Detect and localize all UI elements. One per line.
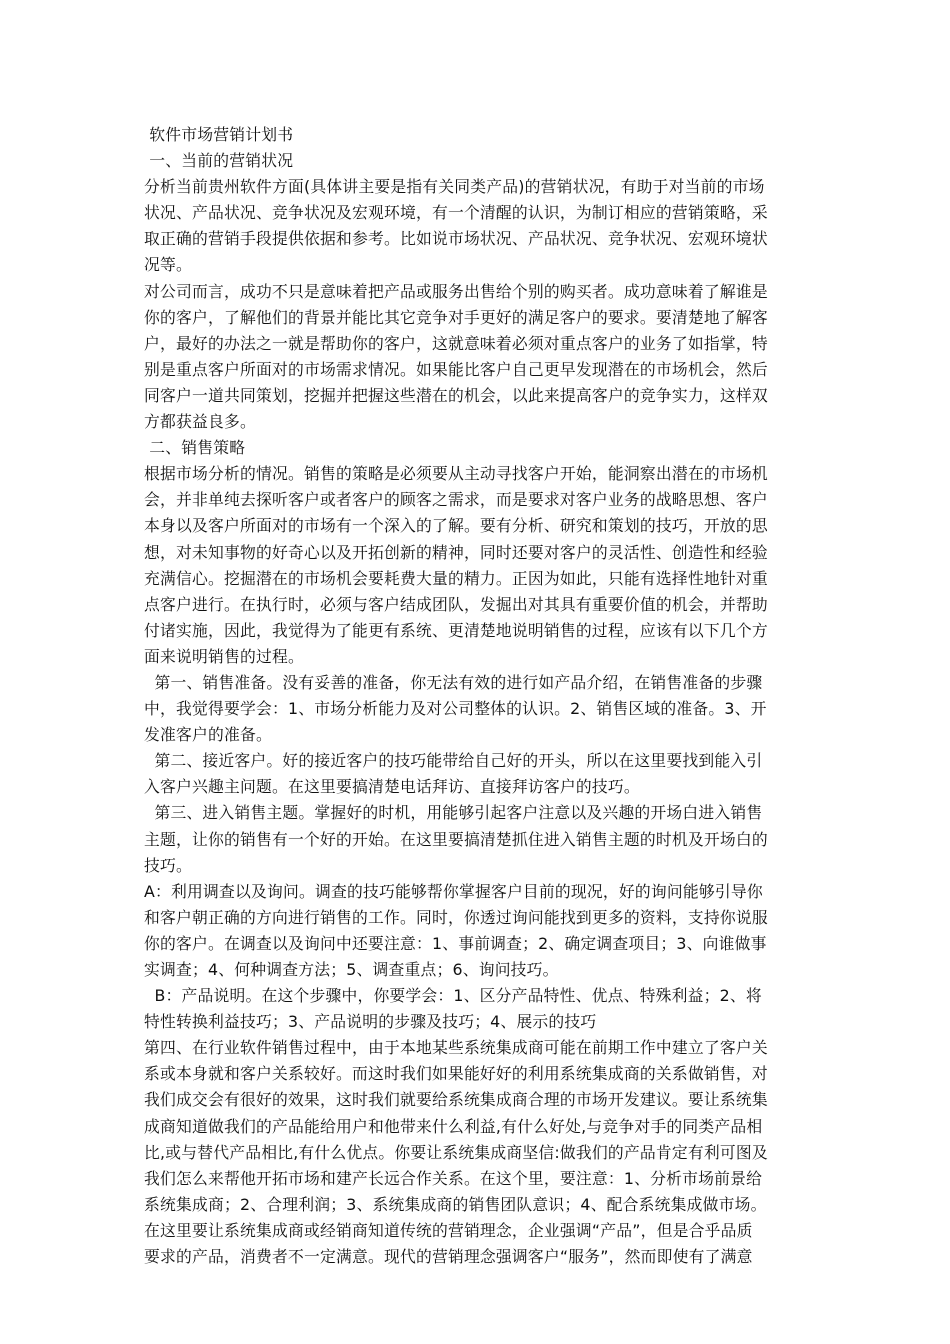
text-line: 户，最好的办法之一就是帮助你的客户，这就意味着必须对重点客户的业务了如指掌，特: [144, 333, 768, 353]
section-heading: 二、销售策略: [144, 438, 246, 458]
text-line: 系统集成商；2、合理利润；3、系统集成商的销售团队意识；4、配合系统集成做市场。: [144, 1194, 767, 1214]
text-line: 第一、销售准备。没有妥善的准备，你无法有效的进行如产品介绍，在销售准备的步骤: [144, 672, 763, 692]
text-line: 主题，让你的销售有一个好的开始。在这里要搞清楚抓住进入销售主题的时机及开场白的: [144, 829, 768, 849]
text-line: 特性转换利益技巧；3、产品说明的步骤及技巧；4、展示的技巧: [144, 1012, 597, 1032]
text-line: 中，我觉得要学会：1、市场分析能力及对公司整体的认识。2、销售区域的准备。3、开: [144, 699, 767, 719]
text-line: 面来说明销售的过程。: [144, 646, 304, 666]
text-line: 在这里要让系统集成商或经销商知道传统的营销理念，企业强调“产品”，但是合乎品质: [144, 1220, 753, 1240]
text-line: 点客户进行。在执行时，必须与客户结成团队，发掘出对其具有重要价值的机会，并帮助: [144, 594, 768, 614]
text-line: 同客户一道共同策划，挖掘并把握这些潜在的机会，以此来提高客户的竞争实力，这样双: [144, 385, 768, 405]
text-line: 要求的产品，消费者不一定满意。现代的营销理念强调客户“服务”，然而即使有了满意: [144, 1247, 753, 1267]
section-heading: 一、当前的营销状况: [144, 151, 294, 171]
text-line: 别是重点客户所面对的市场需求情况。如果能比客户自己更早发现潜在的市场机会，然后: [144, 359, 768, 379]
text-line: 方都获益良多。: [144, 412, 256, 432]
text-line: 本身以及客户所面对的市场有一个深入的了解。要有分析、研究和策划的技巧，开放的思: [144, 516, 768, 536]
text-line: 比,或与替代产品相比,有什么优点。你要让系统集成商坚信:做我们的产品肯定有利可图及: [144, 1142, 768, 1162]
text-line: 和客户朝正确的方向进行销售的工作。同时，你透过询问能找到更多的资料，支持你说服: [144, 907, 768, 927]
document-title: 软件市场营销计划书: [144, 125, 294, 144]
document-page: [144, 122, 808, 1270]
text-line: 我们怎么来帮他开拓市场和建产长远合作关系。在这个里，要注意：1、分析市场前景给: [144, 1168, 763, 1188]
text-line: 我们成交会有很好的效果，这时我们就要给系统集成商合理的市场开发建议。要让系统集: [144, 1090, 768, 1110]
text-line: 根据市场分析的情况。销售的策略是必须要从主动寻找客户开始，能洞察出潜在的市场机: [144, 464, 768, 484]
text-line: 发准客户的准备。: [144, 725, 272, 745]
text-line: 取正确的营销手段提供依据和参考。比如说市场状况、产品状况、竞争状况、宏观环境状: [144, 229, 768, 249]
text-line: 第四、在行业软件销售过程中，由于本地某些系统集成商可能在前期工作中建立了客户关: [144, 1038, 768, 1058]
text-line: 成商知道做我们的产品能给用户和他带来什么利益,有什么好处,与竞争对手的同类产品相: [144, 1116, 763, 1136]
text-line: 第三、进入销售主题。掌握好的时机，用能够引起客户注意以及兴趣的开场白进入销售: [144, 803, 763, 823]
text-line: 状况、产品状况、竞争状况及宏观环境，有一个清醒的认识，为制订相应的营销策略，采: [144, 203, 768, 223]
text-line: 对公司而言，成功不只是意味着把产品或服务出售给个别的购买者。成功意味着了解谁是: [144, 281, 768, 301]
text-line: 况等。: [144, 255, 192, 275]
text-line: 技巧。: [144, 855, 192, 875]
text-line: B：产品说明。在这个步骤中，你要学会：1、区分产品特性、优点、特殊利益；2、将: [144, 986, 762, 1006]
text-line: 会，并非单纯去探听客户或者客户的顾客之需求，而是要求对客户业务的战略思想、客户: [144, 490, 768, 510]
text-line: 实调查；4、何种调查方法；5、调查重点；6、询问技巧。: [144, 960, 559, 979]
text-line: 你的客户。在调查以及询问中还要注意：1、事前调查；2、确定调查项目；3、向谁做事: [144, 933, 767, 953]
text-line: A：利用调查以及询问。调查的技巧能够帮你掌握客户目前的现况，好的询问能够引导你: [144, 881, 763, 901]
text-line: 系或本身就和客户关系较好。而这时我们如果能好好的利用系统集成商的关系做销售，对: [144, 1064, 768, 1084]
text-line: 想，对未知事物的好奇心以及开拓创新的精神，同时还要对客户的灵活性、创造性和经验: [144, 542, 768, 562]
text-line: 你的客户，了解他们的背景并能比其它竞争对手更好的满足客户的要求。要清楚地了解客: [144, 307, 768, 327]
text-line: 充满信心。挖掘潜在的市场机会要耗费大量的精力。正因为如此，只能有选择性地针对重: [144, 568, 768, 588]
text-line: 分析当前贵州软件方面(具体讲主要是指有关同类产品)的营销状况，有助于对当前的市场: [144, 177, 765, 197]
text-line: 第二、接近客户。好的接近客户的技巧能带给自己好的开头，所以在这里要找到能入引: [144, 751, 763, 771]
text-line: 付诸实施，因此，我觉得为了能更有系统、更清楚地说明销售的过程，应该有以下几个方: [144, 620, 768, 640]
text-line: 入客户兴趣主问题。在这里要搞清楚电话拜访、直接拜访客户的技巧。: [144, 777, 640, 797]
